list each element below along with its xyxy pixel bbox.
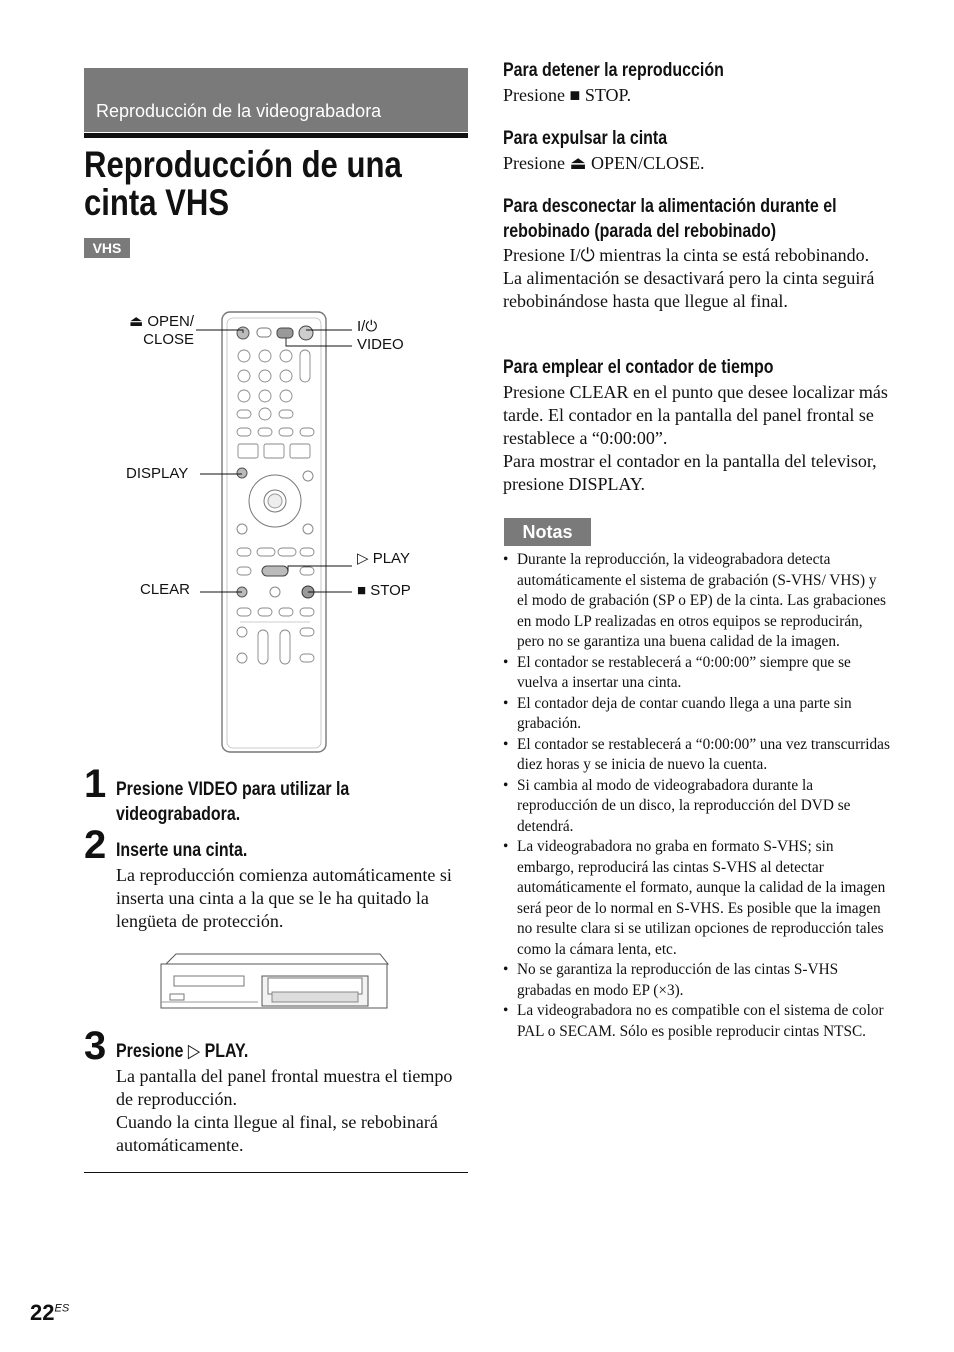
note-item: • Si cambia al modo de videograbadora durante la reproducción de un disco, la reproducción del DVD se detendrá. <box>503 776 891 838</box>
vcr-illustration <box>158 952 390 1012</box>
notes-badge: Notas <box>504 518 591 546</box>
page-locale: ES <box>54 1302 70 1315</box>
vcr-button <box>170 994 184 1000</box>
callout-stop: ■ STOP <box>357 582 411 599</box>
eject-icon: ⏏ <box>569 153 587 173</box>
note-item: • La videograbadora no graba en formato S-VHS; sin embargo, reproducirá las cintas S-VHS al detectar automáticamente el formato, aunque la calidad de la imagen será peor de lo normal en S-VHS. Es posible que la imagen no resulte clara si se utilizan opciones de reproducción tales como la cámara lenta, etc. <box>503 837 891 960</box>
vhs-badge: VHS <box>84 238 130 258</box>
counter-heading: Para emplear el contador de tiempo <box>503 357 774 378</box>
step-2-heading: Inserte una cinta. <box>116 840 248 861</box>
page-number: $22^{ES}$ <box>30 1300 70 1325</box>
section-title: Reproducción de la videograbadora <box>96 101 382 121</box>
note-item: • La videograbadora no es compatible con el sistema de color PAL o SECAM. Sólo es posible reproducir cintas NTSC. <box>503 1001 891 1042</box>
note-item: • Durante la reproducción, la videograbadora detecta automáticamente el sistema de grabación (S-VHS/ VHS) y el modo de grabación (SP o EP) de la cinta. Las grabaciones en modo LP realizadas en otros equipos se reproducirán, pero no se garantiza una buena calidad de la imagen. <box>503 550 891 653</box>
stop-icon: ■ <box>357 582 371 599</box>
callout-open-close: ⏏ OPEN/ CLOSE <box>128 313 194 348</box>
vcr-top <box>166 954 388 964</box>
play-icon: ▷ <box>187 1041 201 1062</box>
eject-heading: Para expulsar la cinta <box>503 128 668 149</box>
counter-body: Presione CLEAR en el punto que desee localizar más tarde. El contador en la pantalla del panel frontal se restablece a “0:00:00”. Para mostrar el contador en la pantalla del televisor, presione DISPLAY. <box>503 382 888 494</box>
stop-body: Presione ■ STOP. <box>503 85 632 105</box>
note-item: • El contador deja de contar cuando llega a una parte sin grabación. <box>503 694 891 735</box>
step-number-2: 2 <box>84 823 107 867</box>
play-icon: ▷ <box>357 550 373 567</box>
vcr-slot <box>174 976 244 986</box>
notes-list <box>503 550 891 1042</box>
step-1-heading: Presione VIDEO para utilizar la videograbadora. <box>116 779 350 825</box>
stop-icon: ■ <box>569 85 581 105</box>
callout-clear: CLEAR <box>140 581 191 598</box>
callout-display: DISPLAY <box>126 465 189 482</box>
step-3-body: La pantalla del panel frontal muestra el tiempo de reproducción. Cuando la cinta llegue al final, se rebobinará automáticamente. <box>116 1066 453 1155</box>
page-title: Reproducción de una cinta VHS <box>84 144 402 223</box>
power-heading: Para desconectar la alimentación durante el rebobinado (parada del rebobinado) <box>503 196 837 242</box>
note-item: • El contador se restablecerá a “0:00:00” una vez transcurridas diez horas y se inicia de nuevo la cuenta. <box>503 735 891 776</box>
stop-heading: Para detener la reproducción <box>503 60 724 81</box>
step-3-heading: Presione ▷ PLAY. <box>116 1041 249 1062</box>
note-item: • No se garantiza la reproducción de las cintas S-VHS grabadas en modo EP (×3). <box>503 960 891 1001</box>
step-2-body: La reproducción comienza automáticamente si inserta una cinta a la que se le ha quitado la lengüeta de protección. <box>116 865 452 931</box>
eject-icon: ⏏ <box>128 313 148 330</box>
eject-body: Presione ⏏ OPEN/CLOSE. <box>503 153 705 173</box>
vcr-cassette-window <box>272 992 358 1002</box>
callout-power: I/⏻ VIDEO <box>357 318 404 353</box>
leader-open-close <box>196 330 243 333</box>
power-body: Presione I/⏻ mientras la cinta se está rebobinando. La alimentación se desactivará pero la cinta seguirá rebobinándose hasta que llegue al final. <box>503 245 875 311</box>
bottom-rule <box>84 1172 468 1173</box>
note-item: • El contador se restablecerá a “0:00:00” siempre que se vuelva a insertar una cinta. <box>503 653 891 694</box>
leader-video <box>286 338 352 346</box>
step-number-1: 1 <box>84 762 107 806</box>
callout-play: ▷ PLAY <box>357 550 410 567</box>
leader-play <box>288 566 352 571</box>
power-icon: I/⏻ <box>569 245 595 265</box>
step-number-3: 3 <box>84 1024 107 1068</box>
